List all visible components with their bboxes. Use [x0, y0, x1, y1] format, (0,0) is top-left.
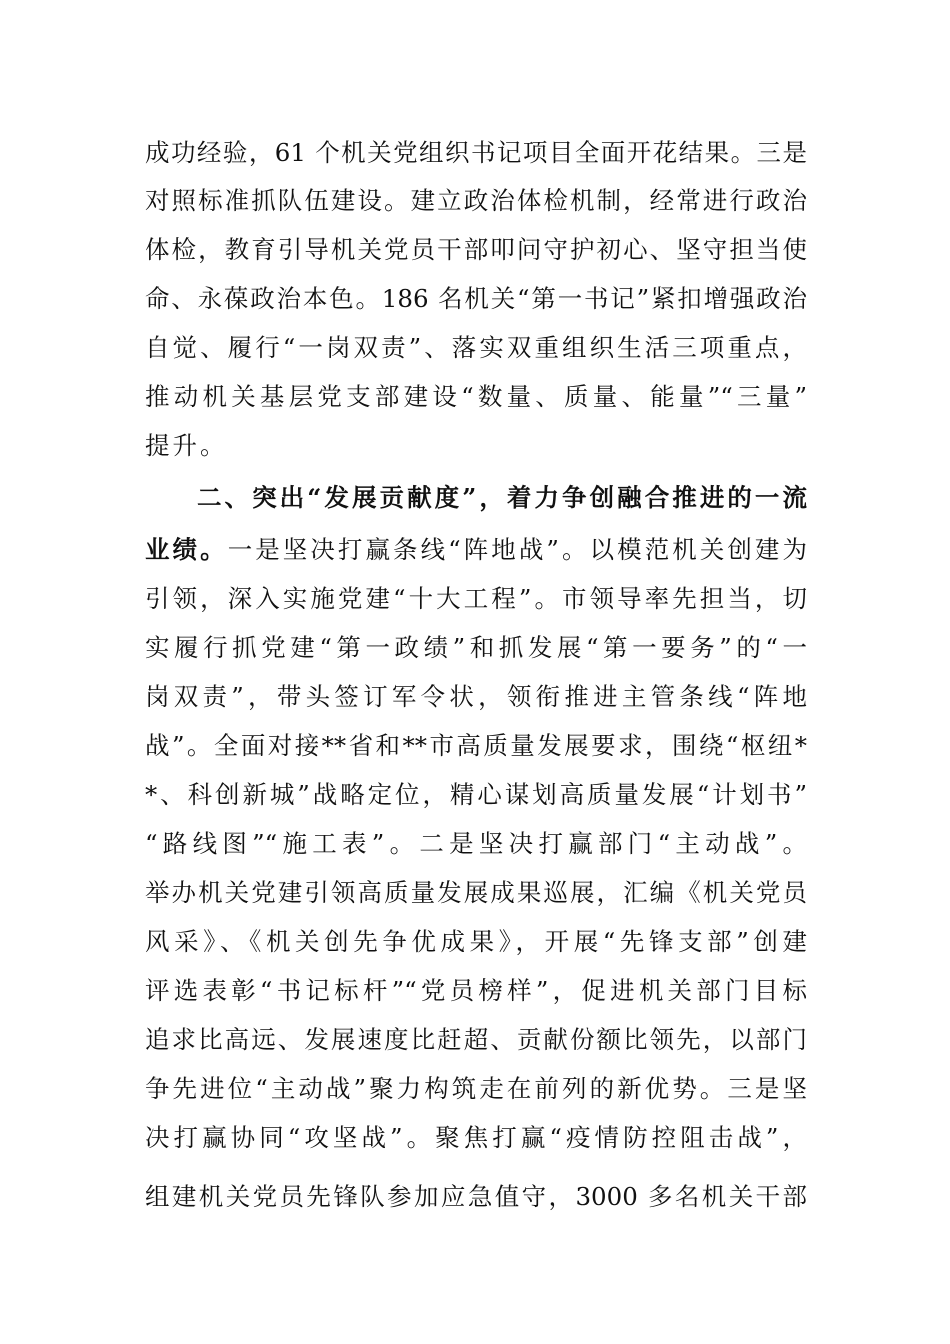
- section-heading: 二、突出“发展贡献度”，着力争创融合推进的一流: [197, 483, 807, 512]
- body-text-line: 组建机关党员先锋队参加应急值守，3000 多名机关干部: [145, 1182, 807, 1211]
- section-heading-tail: 业绩。: [145, 535, 228, 564]
- body-text-line: 战”。全面对接**省和**市高质量发展要求，围绕“枢纽*: [145, 731, 807, 760]
- body-text-line: 推动机关基层党支部建设“数量、质量、能量”“三量”: [145, 382, 807, 411]
- body-text-fragment: 一是坚决打赢条线“阵地战”。以模范机关创建为: [227, 535, 807, 564]
- body-text-line: 决打赢协同“攻坚战”。聚焦打赢“疫情防控阻击战”，: [145, 1123, 807, 1152]
- body-text-line: “路线图”“施工表”。二是坚决打赢部门“主动战”。: [145, 829, 807, 858]
- body-text-line: 提升。: [145, 431, 228, 460]
- body-text-line: 岗双责”，带头签订军令状，领衔推进主管条线“阵地: [145, 682, 807, 711]
- body-text-line: 体检，教育引导机关党员干部叩问守护初心、坚守担当使: [145, 235, 807, 264]
- body-text-line: 争先进位“主动战”聚力构筑走在前列的新优势。三是坚: [145, 1074, 807, 1103]
- body-text-line: 对照标准抓队伍建设。建立政治体检机制，经常进行政治: [145, 186, 807, 215]
- body-text-line: 举办机关党建引领高质量发展成果巡展，汇编《机关党员: [145, 878, 807, 907]
- body-text-line: 风采》、《机关创先争优成果》，开展“先锋支部”创建: [145, 927, 807, 956]
- body-text-line: 评选表彰“书记标杆”“党员榜样”，促进机关部门目标: [145, 976, 807, 1005]
- body-text-line: 自觉、履行“一岗双责”、落实双重组织生活三项重点，: [145, 333, 807, 362]
- body-text-line: 引领，深入实施党建“十大工程”。市领导率先担当，切: [145, 584, 807, 613]
- body-text-line: 实履行抓党建“第一政绩”和抓发展“第一要务”的“一: [145, 633, 807, 662]
- body-text-line: 追求比高远、发展速度比赶超、贡献份额比领先，以部门: [145, 1025, 807, 1054]
- body-text-line: 成功经验，61 个机关党组织书记项目全面开花结果。三是: [145, 138, 807, 167]
- body-text-line: 命、永葆政治本色。186 名机关“第一书记”紧扣增强政治: [145, 284, 807, 313]
- body-text-line: *、科创新城”战略定位，精心谋划高质量发展“计划书”: [145, 780, 807, 809]
- heading-continuation-line: [145, 530, 807, 570]
